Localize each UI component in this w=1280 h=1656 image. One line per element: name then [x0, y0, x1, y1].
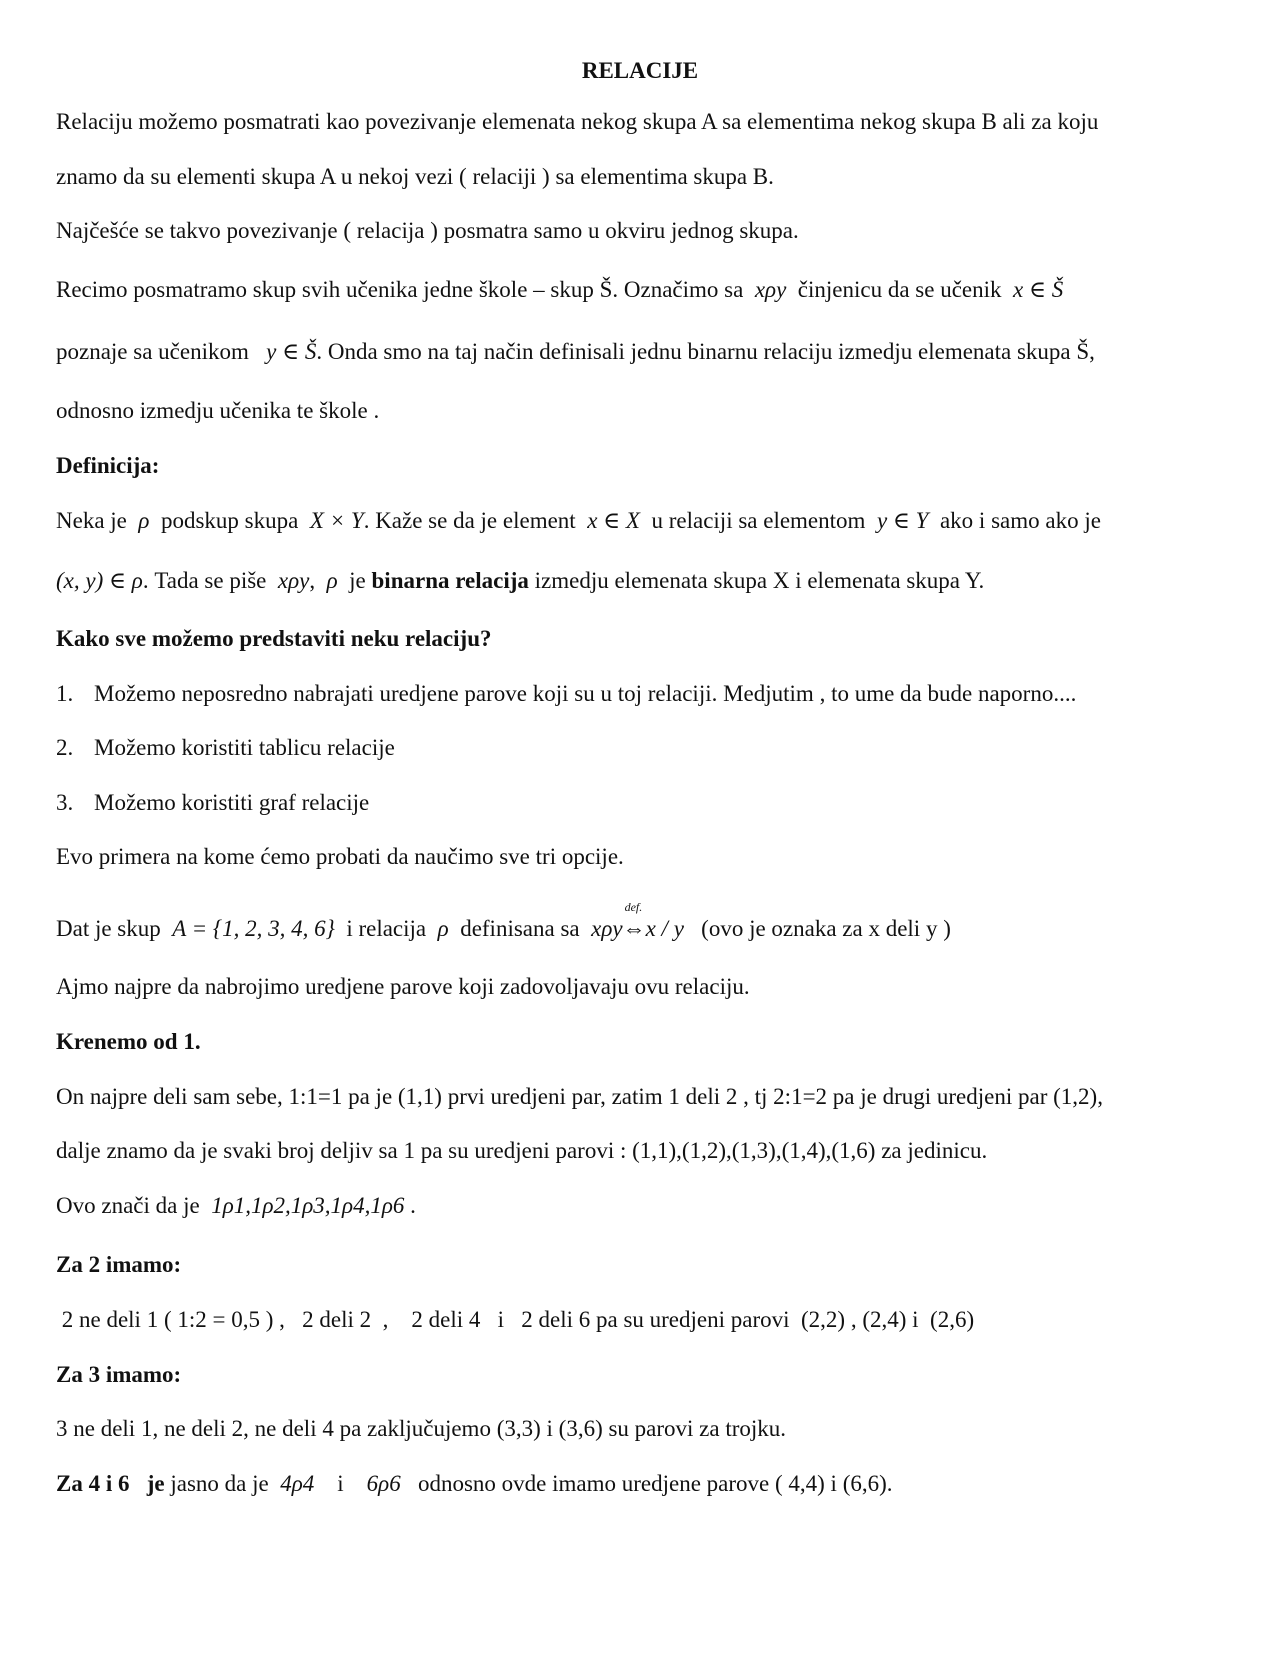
- list-item: [56, 680, 1076, 708]
- text: Neka je: [56, 508, 127, 533]
- bold-term: Za 4 i 6 je: [56, 1471, 165, 1496]
- text: u relaciji sa elementom: [651, 508, 866, 533]
- page-title: RELACIJE: [581, 58, 699, 83]
- step-1-heading: Krenemo od 1.: [56, 1029, 201, 1054]
- step-2-line-1: 2 ne deli 1 ( 1:2 = 0,5 ) , 2 deli 2 , 2 deli 4 i 2 deli 6 pa su uredjeni parovi (2,2) , (2,4) i (2,6): [56, 1307, 975, 1332]
- intro-paragraph-3b: [56, 338, 1095, 366]
- definition-line-2: [56, 567, 984, 595]
- text: odnosno ovde imamo uredjene parove ( 4,4) i (6,6).: [417, 1471, 893, 1496]
- text: . Tada se piše: [142, 568, 267, 593]
- step-1-line-3: [56, 1192, 416, 1220]
- math-pair: (x, y) ∈ ρ: [56, 568, 143, 593]
- text: ako i samo ako je: [939, 508, 1101, 533]
- text: ,: [309, 568, 316, 593]
- math-membership: y ∈ Y: [876, 508, 929, 533]
- text: poznaje sa učenikom: [56, 339, 249, 364]
- text: Ovo znači da je: [56, 1193, 200, 1218]
- text: je: [349, 568, 366, 593]
- definition-heading: Definicija:: [56, 453, 160, 478]
- math-relation: xρy: [754, 277, 787, 302]
- text: jasno da je: [170, 1471, 269, 1496]
- list-text: Možemo neposredno nabrajati uredjene parove koji su u toj relaciji. Medjutim , to ume da bude naporno....: [94, 681, 1077, 706]
- math-membership: x ∈ Š: [1013, 277, 1064, 302]
- text: .: [410, 1193, 416, 1218]
- text: Recimo posmatramo skup svih učenika jedne škole – skup Š. Označimo sa: [56, 277, 744, 302]
- math-membership: y ∈ Š: [266, 339, 317, 364]
- def-label: def.: [624, 900, 643, 914]
- step-1-line-2: dalje znamo da je svaki broj deljiv sa 1 pa su uredjeni parovi : (1,1),(1,2),(1,3),(1,4),(1,6) za jedinicu.: [56, 1138, 988, 1163]
- intro-paragraph-3a: [56, 276, 1063, 304]
- list-number: 1.: [56, 681, 74, 706]
- math-relation: 4ρ4: [280, 1471, 315, 1496]
- math-relation: 6ρ6: [366, 1471, 401, 1496]
- math-rho: ρ: [326, 568, 338, 593]
- example-intro: Evo primera na kome ćemo probati da naučimo sve tri opcije.: [56, 844, 624, 869]
- step-1-line-1: On najpre deli sam sebe, 1:1=1 pa je (1,1) prvi uredjeni par, zatim 1 deli 2 , tj 2:1=2 pa je drugi uredjeni par (1,2),: [56, 1084, 1103, 1109]
- math-rho: ρ: [138, 508, 150, 533]
- intro-paragraph-3c: odnosno izmedju učenika te škole .: [56, 398, 380, 423]
- example-definition: [56, 900, 951, 943]
- text: podskup skupa: [160, 508, 299, 533]
- text: definisana sa: [460, 916, 580, 941]
- step-4-line: [56, 1470, 893, 1498]
- equivalence-arrow: ⇔: [622, 916, 646, 941]
- text: činjenicu da se učenik: [797, 277, 1002, 302]
- text: . Kaže se da je element: [363, 508, 576, 533]
- list-number: 2.: [56, 735, 74, 760]
- list-item: [56, 789, 369, 817]
- math-relation: xρy: [277, 568, 310, 593]
- math-relations: 1ρ1,1ρ2,1ρ3,1ρ4,1ρ6: [211, 1193, 405, 1218]
- step-3-line-1: 3 ne deli 1, ne deli 2, ne deli 4 pa zaključujemo (3,3) i (3,6) su parovi za trojku.: [56, 1416, 787, 1441]
- math-divides: x / y: [645, 916, 684, 941]
- intro-paragraph-2: Najčešće se takvo povezivanje ( relacija ) posmatra samo u okviru jednog skupa.: [56, 218, 799, 243]
- text: (ovo je oznaka za x deli y ): [701, 916, 951, 941]
- text: i: [337, 1471, 344, 1496]
- text: i relacija: [346, 916, 427, 941]
- math-membership: x ∈ X: [587, 508, 640, 533]
- list-text: Možemo koristiti graf relacije: [94, 790, 370, 815]
- text: . Onda smo na taj način definisali jednu binarnu relaciju izmedju elemenata skupa Š,: [316, 339, 1095, 364]
- step-3-heading: Za 3 imamo:: [56, 1362, 182, 1387]
- bold-term: binarna relacija: [371, 568, 529, 593]
- intro-paragraph-1b: znamo da su elementi skupa A u nekoj vezi ( relaciji ) sa elementima skupa B.: [56, 164, 774, 189]
- math-set: A = {1, 2, 3, 4, 6}: [172, 916, 335, 941]
- def-equivalence: [622, 900, 646, 943]
- list-item: [56, 734, 395, 762]
- text: Dat je skup: [56, 916, 161, 941]
- math-relation: xρy: [591, 916, 623, 941]
- math-rho: ρ: [437, 916, 449, 941]
- step-2-heading: Za 2 imamo:: [56, 1252, 182, 1277]
- math-product: X × Y: [309, 508, 364, 533]
- list-intro: Ajmo najpre da nabrojimo uredjene parove koji zadovoljavaju ovu relaciju.: [56, 974, 750, 999]
- list-number: 3.: [56, 790, 74, 815]
- list-text: Možemo koristiti tablicu relacije: [94, 735, 395, 760]
- intro-paragraph-1a: Relaciju možemo posmatrati kao povezivanje elemenata nekog skupa A sa elementima nekog skupa B ali za koju: [56, 109, 1099, 134]
- text: izmedju elemenata skupa X i elemenata skupa Y.: [534, 568, 985, 593]
- representation-heading: Kako sve možemo predstaviti neku relaciju?: [56, 626, 492, 651]
- definition-line-1: [56, 507, 1101, 535]
